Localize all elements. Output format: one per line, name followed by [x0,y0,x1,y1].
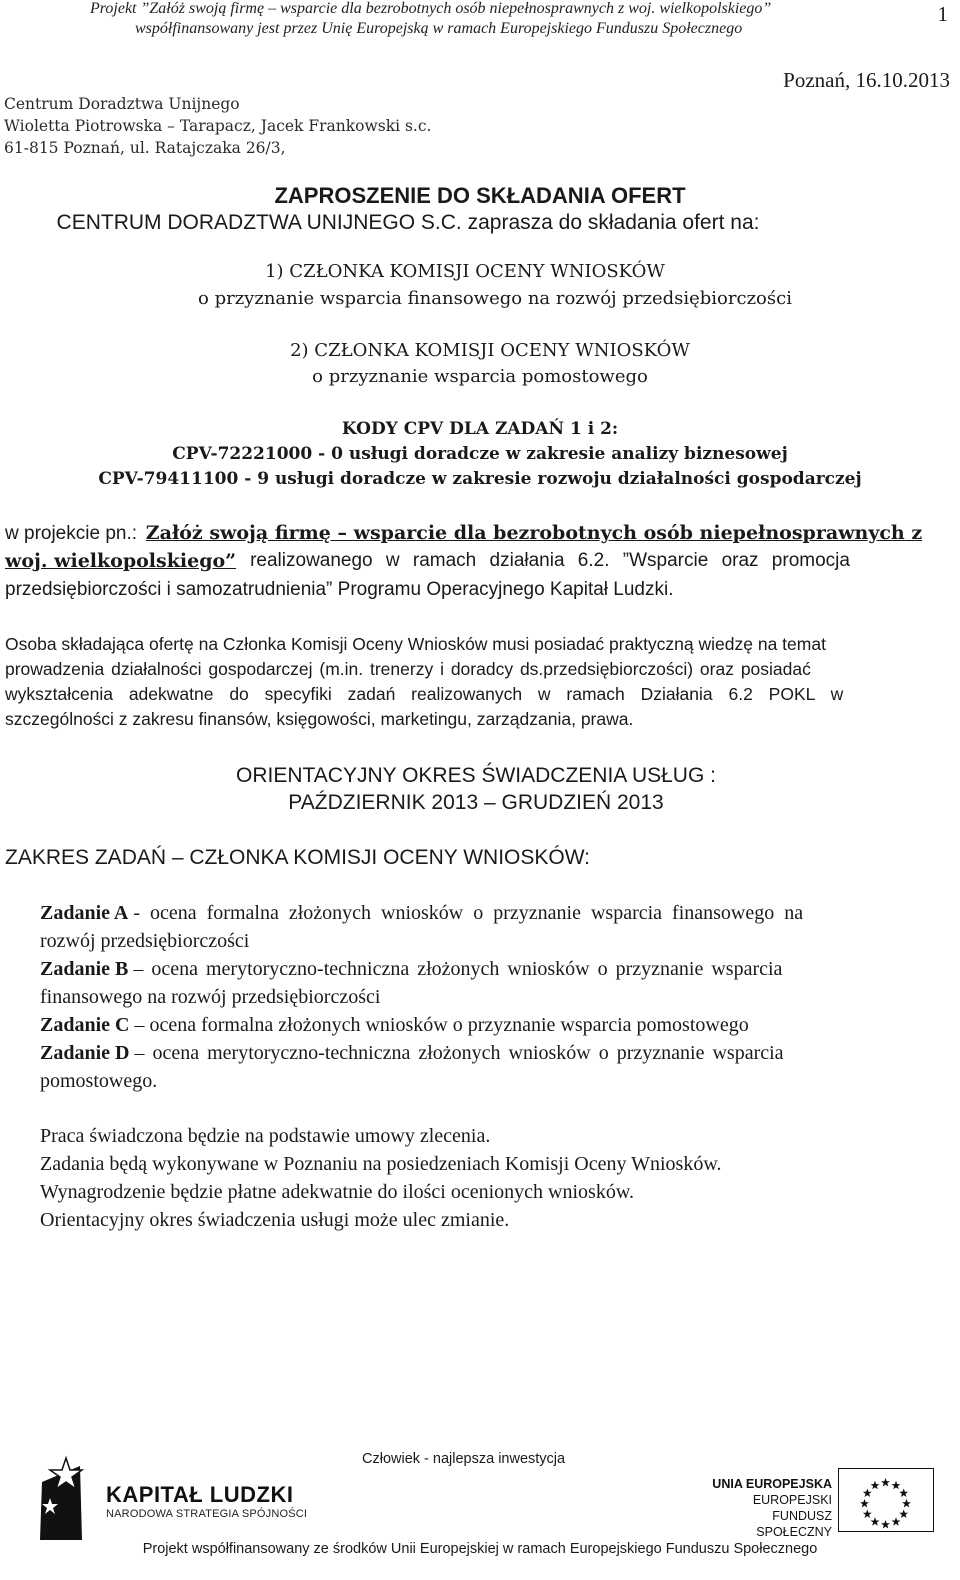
header-project-line: Projekt ”Załóż swoją firmę – wsparcie dla bezrobotnych osób niepełnosprawnych z woj. wielkopolskiego” [90,0,772,17]
project-line-1 [5,522,950,545]
requirements-line-2: prowadzenia działalności gospodarczej (m.in. trenerzy i doradcy ds.przedsiębiorczości) oraz posiadać [5,659,811,679]
task-d-line-1 [40,1042,950,1065]
sender-owners: Wioletta Piotrowska – Tarapacz, Jacek Frankowski s.c. [4,117,432,135]
period-heading: ORIENTACYJNY OKRES ŚWIADCZENIA USŁUG : [236,764,716,787]
eu-flag-icon [838,1468,934,1532]
cpv-code-1: CPV-72221000 - 0 usługi doradcze w zakresie analizy biznesowej [172,444,788,464]
task-a-text: - ocena formalna złożonych wniosków o przyznanie wsparcia finansowego na [133,902,804,924]
kapital-ludzki-subtitle: NARODOWA STRATEGIA SPÓJNOŚCI [106,1508,308,1520]
task-b-label: Zadanie B [40,958,129,980]
cpv-heading: KODY CPV DLA ZADAŃ 1 i 2: [341,419,619,439]
note-contract: Praca świadczona będzie na podstawie umowy zlecenia. [40,1125,491,1147]
task-c-label: Zadanie C [40,1014,130,1036]
task-a-line-2: rozwój przedsiębiorczości [40,930,250,952]
project-name-cont: woj. wielkopolskiego” [5,550,237,572]
position-2-subtitle: o przyznanie wsparcia pomostowego [312,366,648,387]
page-number: 1 [937,2,948,26]
period-dates: PAŹDZIERNIK 2013 – GRUDZIEŃ 2013 [288,791,664,814]
eu-fund-label [700,1476,832,1540]
document-subtitle: CENTRUM DORADZTWA UNIJNEGO S.C. zaprasza do składania ofert na: [56,211,760,234]
footer-slogan: Człowiek - najlepsza inwestycja [362,1451,566,1467]
requirements-line-1: Osoba składająca ofertę na Członka Komisji Oceny Wniosków musi posiadać praktyczną wiedzę na temat [5,634,826,654]
task-d-text: – ocena merytoryczno-techniczna złożonych wniosków o przyznanie wsparcia [134,1042,784,1064]
note-payment: Wynagrodzenie będzie płatne adekwatnie do ilości ocenionych wniosków. [40,1181,634,1203]
requirements-line-4: szczególności z zakresu finansów, księgowości, marketingu, zarządzania, prawa. [5,709,634,729]
position-1-title: 1) CZŁONKA KOMISJI OCENY WNIOSKÓW [265,261,665,282]
sender-address [4,93,431,159]
position-2-title: 2) CZŁONKA KOMISJI OCENY WNIOSKÓW [290,340,690,361]
position-1-subtitle: o przyznanie wsparcia finansowego na rozwój przedsiębiorczości [198,288,792,309]
cpv-code-2: CPV-79411100 - 9 usługi doradcze w zakresie rozwoju działalności gospodarczej [98,469,862,489]
task-c-line-1 [40,1014,950,1037]
document-title: ZAPROSZENIE DO SKŁADANIA OFERT [274,183,686,208]
kapital-ludzki-emblem-icon [36,1452,88,1542]
project-name: Załóż swoją firmę – wsparcie dla bezrobotnych osób niepełnosprawnych z [145,522,923,544]
task-d-line-2: pomostowego. [40,1070,158,1092]
project-action: realizowanego w ramach działania 6.2. ”Wsparcie oraz promocja [250,550,850,571]
sender-name: Centrum Doradztwa Unijnego [4,95,240,113]
document-date: Poznań, 16.10.2013 [783,68,950,92]
project-line-2 [5,550,950,572]
task-a-line-1 [40,902,950,925]
eu-social-fund-label: FUNDUSZ SPOŁECZNY [756,1509,832,1539]
task-c-text: – ocena formalna złożonych wniosków o przyznanie wsparcia pomostowego [134,1014,749,1036]
header-funding-line: współfinansowany jest przez Unię Europejską w ramach Europejskiego Funduszu Społecznego [135,20,743,37]
requirements-line-3: wykształcenia adekwatne do specyfiki zadań realizowanych w ramach Działania 6.2 POKL w [5,684,844,704]
sender-street: 61-815 Poznań, ul. Ratajczaka 26/3, [4,139,286,157]
task-b-line-1 [40,958,950,981]
eu-european-label: EUROPEJSKI [752,1493,832,1507]
task-d-label: Zadanie D [40,1042,130,1064]
project-prefix: w projekcie pn.: [5,523,138,544]
project-line-3: przedsiębiorczości i samozatrudnienia” Programu Operacyjnego Kapitał Ludzki. [5,579,674,600]
task-a-label: Zadanie A [40,902,129,924]
eu-union-label: UNIA EUROPEJSKA [712,1477,832,1491]
task-b-line-2: finansowego na rozwój przedsiębiorczości [40,986,381,1008]
note-period-change: Orientacyjny okres świadczenia usługi może ulec zmianie. [40,1209,510,1231]
note-location: Zadania będą wykonywane w Poznaniu na posiedzeniach Komisji Oceny Wniosków. [40,1153,722,1175]
kapital-ludzki-name: KAPITAŁ LUDZKI [106,1482,294,1507]
task-b-text: – ocena merytoryczno-techniczna złożonych wniosków o przyznanie wsparcia [133,958,783,980]
footer-funding-note: Projekt współfinansowany ze środków Unii Europejskiej w ramach Europejskiego Funduszu Społecznego [142,1541,818,1557]
scope-heading: ZAKRES ZADAŃ – CZŁONKA KOMISJI OCENY WNIOSKÓW: [5,846,590,869]
